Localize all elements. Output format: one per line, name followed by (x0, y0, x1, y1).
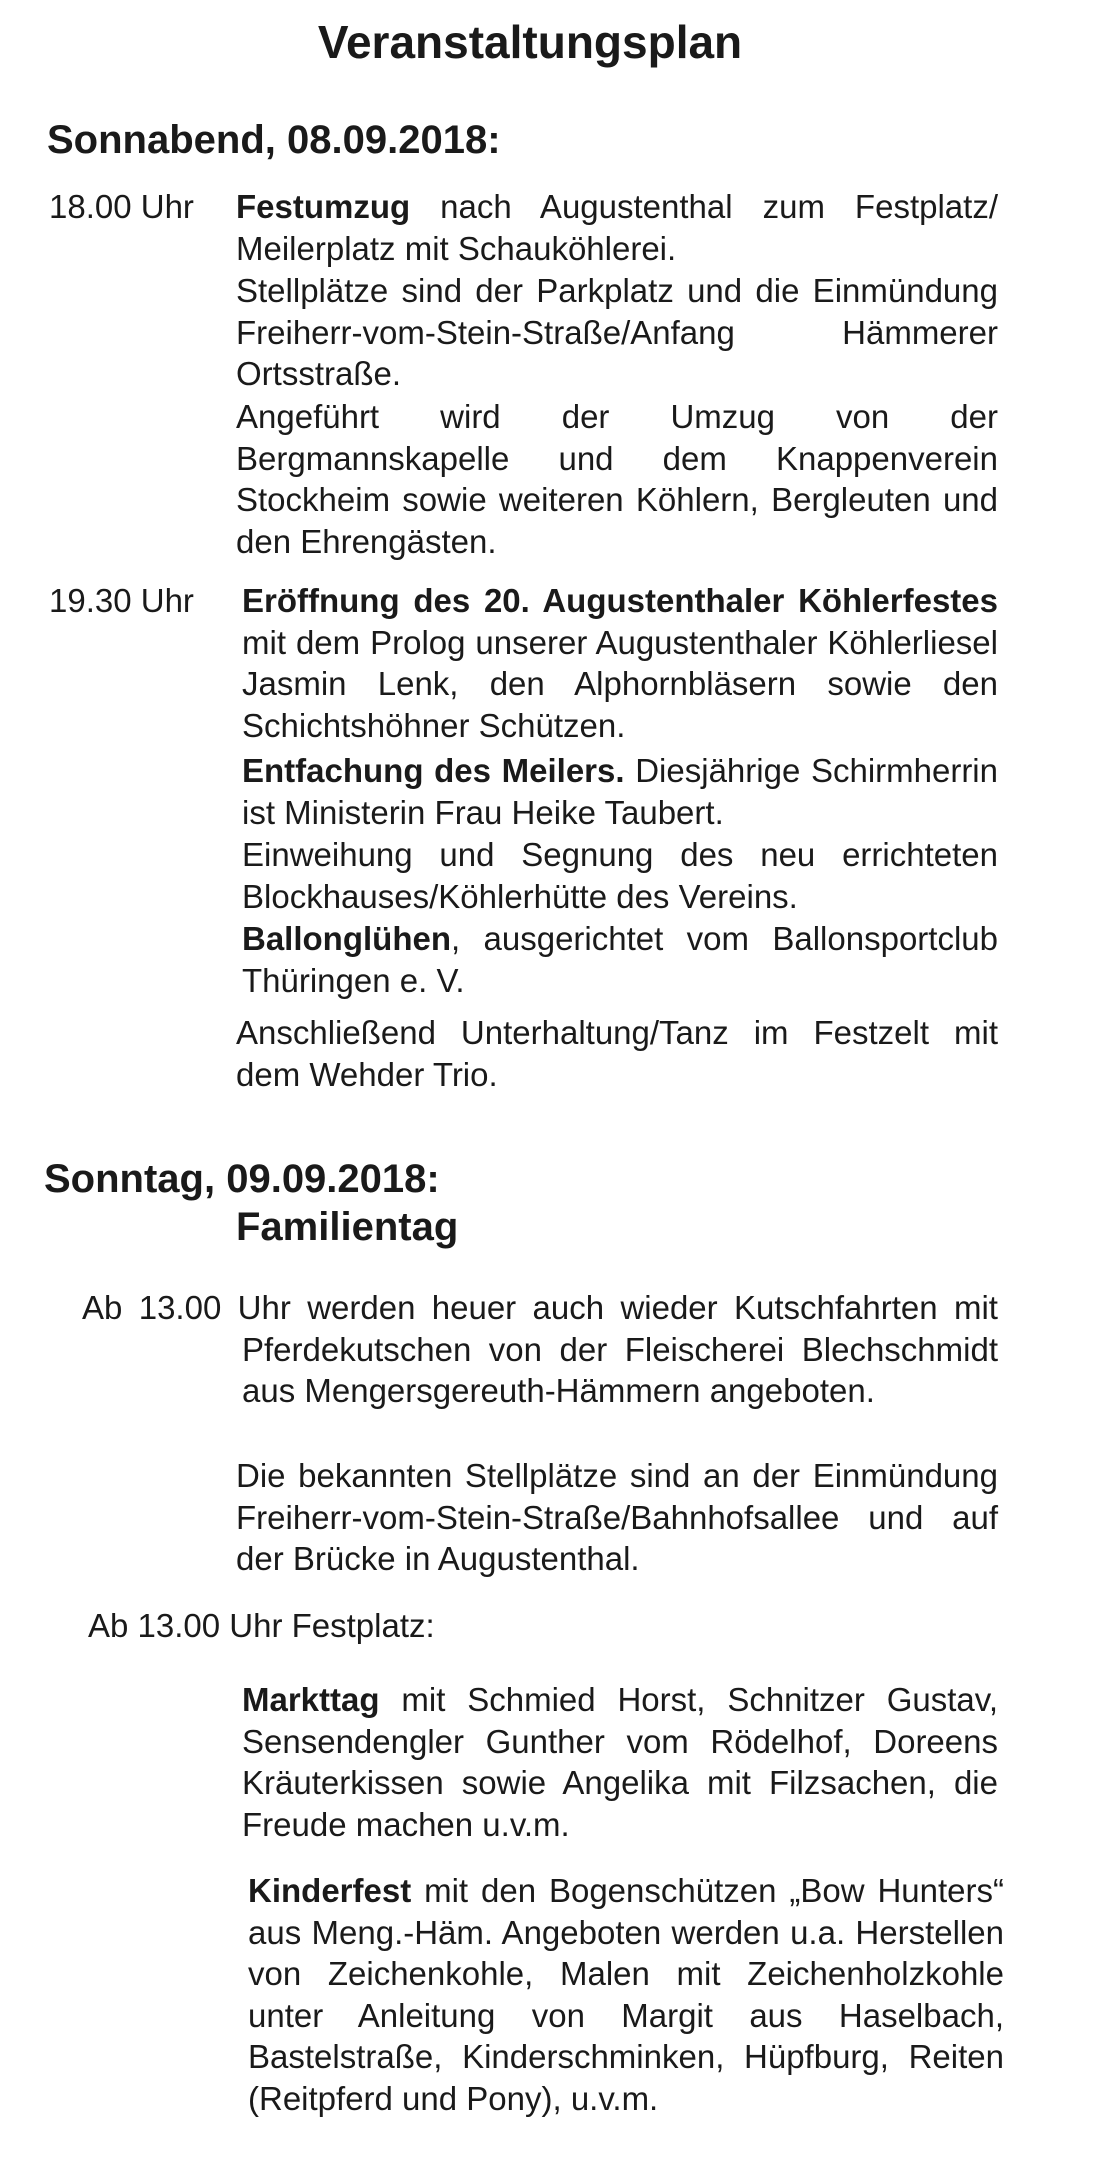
entfachung-label: Entfachung des Meilers. (242, 752, 625, 789)
day2-ev2-p2 (248, 1870, 1004, 2119)
day1-ev2-p5: Anschließend Unterhaltung/Tanz im Festzelt mit dem Wehder Trio. (236, 1014, 998, 1093)
day2-heading: Sonntag, 09.09.2018: (44, 1157, 440, 1201)
day2-ev1-lead: Ab 13.00 Uhr (82, 1289, 291, 1326)
day1-heading: Sonnabend, 08.09.2018: (47, 118, 501, 162)
day1-ev2-p2-text: Diesjährige Schirmherrin ist Ministerin Frau Heike Taubert. (242, 752, 998, 831)
day1-ev2-p3: Einweihung und Segnung des neu errichteten Blockhauses/Köhlerhütte des Vereins. (242, 836, 998, 915)
ballongluehen-label: Ballonglühen (242, 920, 451, 957)
kinderfest-label: Kinderfest (248, 1872, 412, 1909)
day1-ev1-p2: Stellplätze sind der Parkplatz und die Einmündung Freiherr-vom-Stein-Straße/Anfang Hämmerer Ortsstraße. (236, 272, 998, 392)
markttag-label: Markttag (242, 1681, 380, 1718)
day1-ev2-p4 (242, 918, 998, 1001)
day2-ev1-p1 (82, 1287, 998, 1412)
eroeffnung-label: Eröffnung des 20. Augustenthaler Köhlerfestes (242, 582, 998, 619)
day1-ev1-time: 18.00 Uhr (49, 188, 194, 225)
day1-ev2-p4-text: , ausgerichtet vom Ballonsportclub Thüringen e. V. (242, 920, 998, 999)
page-title: Veranstaltungsplan (317, 16, 743, 68)
day1-ev1-p3: Angeführt wird der Umzug von der Bergmannskapelle und dem Knappenverein Stockheim sowie weiteren Köhlern, Bergleuten und den Ehrengästen. (236, 398, 998, 560)
day2-subheading: Familientag (236, 1205, 459, 1249)
day1-ev2-p2 (242, 750, 998, 833)
day1-ev1-p1 (236, 186, 998, 269)
day1-ev1-p1-text: nach Augustenthal zum Festplatz/ Meilerplatz mit Schauköhlerei. (236, 188, 998, 267)
festumzug-label: Festumzug (236, 188, 411, 225)
day1-ev2-p1-text: mit dem Prolog unserer Augustenthaler Köhlerliesel Jasmin Lenk, den Alphornbläsern sowie den Schichtshöhner Schützen. (242, 623, 998, 744)
day1-ev2-p1 (242, 580, 998, 746)
day2-ev2-p1 (242, 1679, 998, 1845)
day2-ev1-p1-text: werden heuer auch wieder Kutschfahrten mit Pferdekutschen von der Fleischerei Blechschmidt aus Mengersgereuth-Hämmern angeboten. (242, 1289, 998, 1409)
day2-ev2-lead: Ab 13.00 Uhr Festplatz: (88, 1607, 435, 1644)
day2-ev2-p2-text: mit den Bogenschützen „Bow Hunters“ aus Meng.-Häm. Angeboten werden u.a. Herstellen von Zeichenkohle, Malen mit Zeichenholzkohle unter Anleitung von Margit aus Haselbach, Bastelstraße, Kinderschminken, Hüpfburg, Reiten (Reitpferd und Pony), u.v.m. (248, 1872, 1004, 2117)
day2-ev1-p2: Die bekannten Stellplätze sind an der Einmündung Freiherr-vom-Stein-Straße/Bahnhofsallee und auf der Brücke in Augustenthal. (236, 1457, 998, 1577)
day1-ev2-time: 19.30 Uhr (49, 582, 194, 619)
day2-ev2-p1-text: mit Schmied Horst, Schnitzer Gustav, Sensendengler Gunther vom Rödelhof, Doreens Kräuterkissen sowie Angelika mit Filzsachen, die Freude machen u.v.m. (242, 1681, 998, 1843)
